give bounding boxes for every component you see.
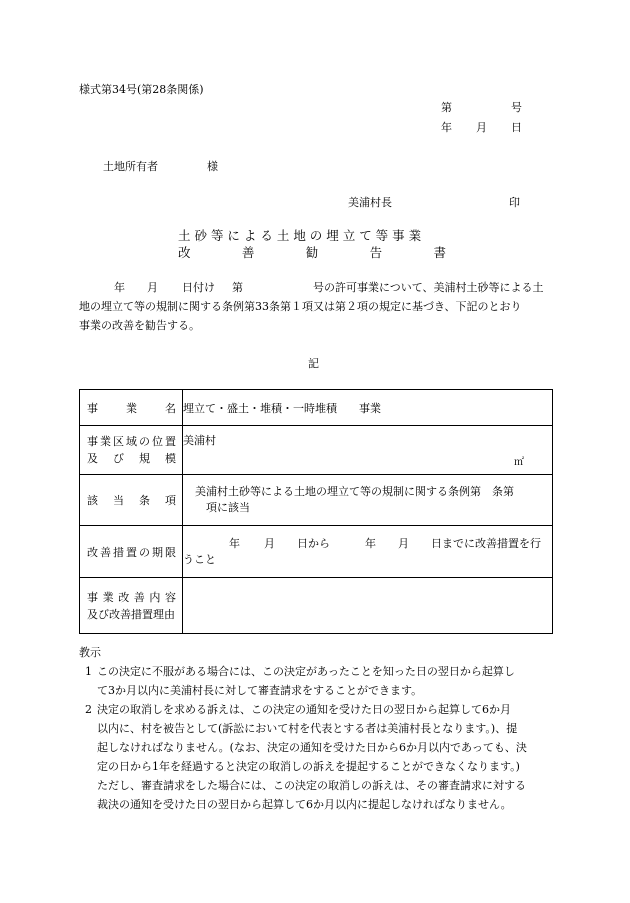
deadline-cell [183, 526, 553, 578]
table-row [80, 578, 553, 634]
note-item [79, 700, 551, 814]
label-char: び [113, 452, 124, 465]
note-line: 裁決の通知を受けた日の翌日から起算して6か月以内に提起しなければなりません。 [97, 798, 512, 811]
issuer-name: 美浦村長 [348, 196, 392, 209]
deadline-year1: 年 [229, 536, 240, 550]
row-label [80, 426, 183, 475]
label-char: 事 [87, 590, 98, 604]
note-line: 起しなければなりません。(なお、決定の通知を受けた日から6か月以内であっても、決 [97, 741, 527, 754]
ki-label: 記 [308, 357, 319, 370]
note-line: ただし、審査請求をした場合には、この決定の取消しの訴えは、その審査請求に対する [97, 779, 526, 792]
label-char: の [139, 435, 150, 448]
label-char: 善 [133, 590, 145, 604]
label-char: 位 [152, 435, 163, 448]
location-value-cell [183, 426, 553, 475]
intro-line3: 事業の改善を勧告する。 [79, 319, 200, 332]
table-row [80, 526, 553, 578]
label-char: 項 [165, 494, 176, 507]
label-char: 改 [87, 545, 98, 559]
intro-nen: 年 [114, 281, 125, 294]
intro-line2: 地の埋立て等の規制に関する条例第33条第１項又は第２項の規定に基づき、下記のとおり [79, 300, 522, 313]
intro-hizuke: 日付け [182, 281, 215, 294]
label-char: 事 [87, 401, 98, 415]
label-char: 該 [87, 494, 98, 507]
label-char: 限 [165, 545, 176, 559]
doc-number-dai: 第 [441, 101, 452, 114]
improvement-content-value [183, 578, 553, 634]
label-char: 容 [164, 590, 176, 604]
table-row [80, 475, 553, 526]
note-line: 以内に、村を被告として(訴訟において村を代表とする者は美浦村長となります。)、提 [97, 722, 518, 735]
date-month: 月 [476, 121, 487, 134]
title-char: 書 [433, 245, 446, 260]
label-char: 改 [118, 590, 130, 604]
row-label [80, 475, 183, 526]
label-char: 規 [139, 452, 150, 465]
label-char: 置 [165, 435, 176, 448]
area-unit: ㎡ [514, 457, 524, 468]
label-char: 模 [165, 452, 176, 465]
business-name-value: 埋立て・盛土・堆積・一時堆積 事業 [183, 390, 553, 426]
title-line1: 土 砂 等 に よ る 土 地 の 埋 立 て 等 事 業 [178, 228, 422, 243]
label-char: 区 [113, 435, 124, 448]
date-day: 日 [511, 121, 522, 134]
row-label [80, 390, 183, 426]
label-char: 名 [165, 401, 176, 415]
deadline-month1: 月 [264, 536, 275, 550]
label-char: 事 [87, 435, 98, 448]
title-char: 善 [241, 245, 255, 260]
deadline-month2: 月 [398, 536, 409, 550]
label-char: 業 [126, 401, 137, 415]
label-char: 置 [126, 545, 137, 559]
label-char: 条 [139, 494, 150, 507]
deadline-from: 日から [297, 536, 330, 550]
label-char: 期 [152, 545, 163, 559]
table-row [80, 426, 553, 475]
note-line: て3か月以内に美浦村長に対して審査請求をすることができます。 [97, 684, 423, 697]
notes-section [79, 643, 551, 814]
title-line2 [178, 243, 446, 261]
row-label [80, 578, 183, 634]
label-char: 業 [102, 590, 114, 604]
note-item [79, 662, 551, 700]
label-char: 善 [100, 545, 111, 559]
addressee-name: 土地所有者 [103, 160, 158, 173]
location-value: 美浦村 [183, 434, 216, 447]
title-char: 改 [178, 245, 191, 260]
applicable-clause-cell [183, 475, 553, 526]
issuer-seal: 印 [509, 196, 520, 209]
intro-rest: 号の許可事業について、美浦村土砂等による土 [313, 281, 544, 294]
label-char: 内 [149, 590, 161, 604]
label-char: 域 [126, 435, 137, 448]
deadline-year2: 年 [365, 536, 376, 550]
intro-tsuki: 月 [147, 281, 158, 294]
form-table [79, 389, 553, 634]
note-line: 決定の取消しを求める訴えは、この決定の通知を受けた日の翌日から起算して6か月 [97, 703, 511, 716]
deadline-line1 [183, 536, 552, 552]
deadline-line2: うこと [183, 552, 216, 566]
applicable-clause-line2: 項に該当 [206, 501, 250, 514]
date-year: 年 [441, 121, 452, 134]
note-line: 定の日から1年を経過すると決定の取消しの訴えを提起することができなくなります。) [97, 760, 520, 773]
label-char: 及 [87, 452, 98, 465]
intro-line1 [79, 279, 549, 298]
label-char: 措 [113, 545, 124, 559]
applicable-clause-line1: 美浦村土砂等による土地の埋立て等の規制に関する条例第 条第 [195, 485, 514, 498]
deadline-until: 日までに改善措置を行 [431, 536, 541, 550]
note-number: 2 [85, 703, 92, 716]
title-char: 告 [369, 245, 383, 260]
notes-header: 教示 [79, 646, 101, 659]
table-row [80, 390, 553, 426]
label-char: の [139, 545, 150, 559]
addressee-sama: 様 [207, 160, 218, 173]
note-number: 1 [85, 665, 92, 678]
note-line: この決定に不服がある場合には、この決定があったことを知った日の翌日から起算し [97, 665, 515, 678]
improvement-reason-label: 及び改善措置理由 [87, 607, 175, 621]
form-number: 様式第34号(第28条関係) [79, 83, 204, 96]
title-char: 勧 [305, 245, 319, 260]
label-char: 当 [113, 494, 124, 507]
doc-number-go: 号 [511, 101, 522, 114]
intro-dai: 第 [232, 281, 243, 294]
row-label [80, 526, 183, 578]
label-char: 業 [100, 435, 111, 448]
